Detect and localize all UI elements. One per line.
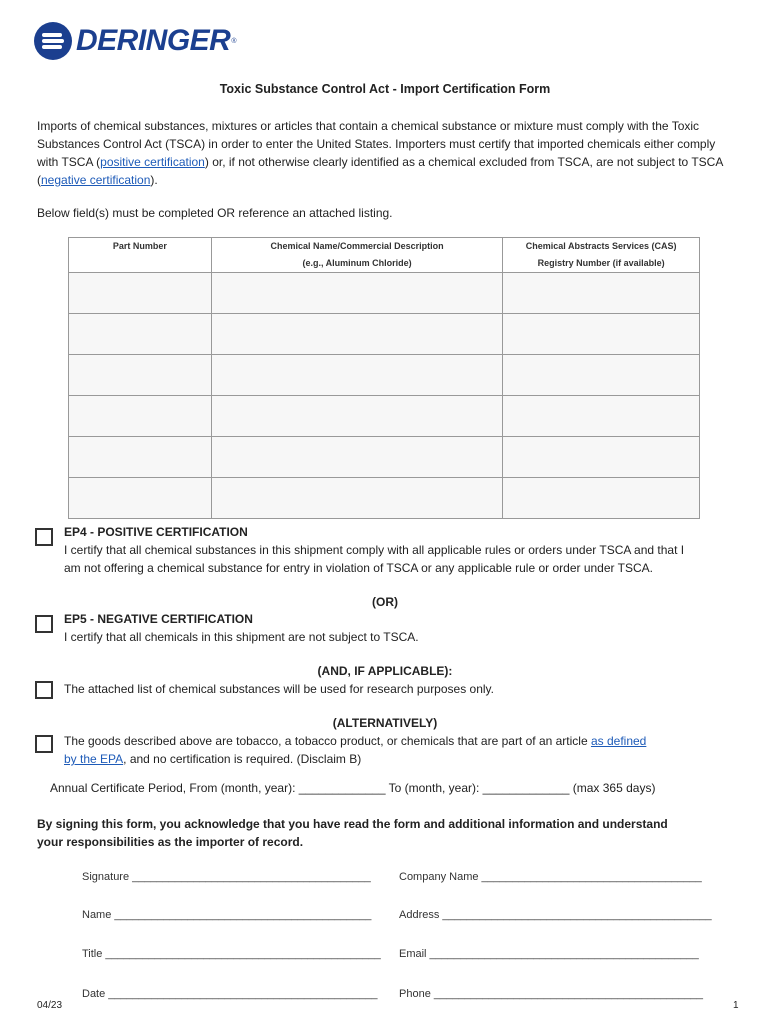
chemical-table <box>68 237 700 519</box>
or-label: (OR) <box>372 595 398 609</box>
address-field[interactable]: Address ____________________________________________ <box>399 909 712 921</box>
acknowledgement-text: By signing this form, you acknowledge that you have read the form and additional information and understand your responsibilities as the importer of record. <box>37 817 668 849</box>
fields-instruction: Below field(s) must be completed OR reference an attached listing. <box>37 206 393 220</box>
table-row <box>69 314 700 355</box>
header-part-number: Part Number <box>69 238 212 273</box>
logo-text: DERINGER <box>76 24 231 57</box>
part-number-cell[interactable] <box>69 355 212 396</box>
intro-text-1: Imports of chemical substances, mixtures or articles that contain a chemical substance or mixture must comply with the Toxic Substances Control Act (TSCA) in order to enter the United States. Importers must certify that imported chemicals either comply with TSCA ( <box>37 119 716 169</box>
cas-number-cell[interactable] <box>503 478 700 519</box>
cas-number-cell[interactable] <box>503 273 700 314</box>
part-number-cell[interactable] <box>69 396 212 437</box>
chemical-name-cell[interactable] <box>211 314 503 355</box>
table-row <box>69 437 700 478</box>
tobacco-text <box>64 732 704 768</box>
and-if-applicable-label: (AND, IF APPLICABLE): <box>317 664 453 678</box>
logo-mark-icon <box>34 22 72 60</box>
cas-number-cell[interactable] <box>503 437 700 478</box>
intro-paragraph <box>37 117 737 189</box>
chemical-name-cell[interactable] <box>211 437 503 478</box>
logo-registered: ® <box>231 37 237 45</box>
header-cas-number: Chemical Abstracts Services (CAS) Registry Number (if available) <box>503 238 700 273</box>
tobacco-text-1: The goods described above are tobacco, a tobacco product, or chemicals that are part of an article <box>64 734 591 748</box>
ep4-heading: EP4 - POSITIVE CERTIFICATION <box>64 525 248 539</box>
name-field[interactable]: Name __________________________________________ <box>82 909 372 921</box>
table-row <box>69 396 700 437</box>
part-number-cell[interactable] <box>69 314 212 355</box>
cas-number-cell[interactable] <box>503 355 700 396</box>
chemical-name-cell[interactable] <box>211 396 503 437</box>
ep4-text: I certify that all chemical substances in this shipment comply with all applicable rules or orders under TSCA and that I am not offering a chemical substance for entry in violation of TSCA or any applicable rule or order under TSCA. <box>64 543 685 575</box>
table-row <box>69 478 700 519</box>
part-number-cell[interactable] <box>69 437 212 478</box>
certificate-period[interactable]: Annual Certificate Period, From (month, year): _____________ To (month, year): _____________ (max 365 days) <box>50 781 656 795</box>
by-the-epa-link[interactable]: by the EPA <box>64 752 124 766</box>
phone-field[interactable]: Phone ____________________________________________ <box>399 988 704 1000</box>
alternatively-label: (ALTERNATIVELY) <box>332 716 438 730</box>
cas-number-cell[interactable] <box>503 314 700 355</box>
part-number-cell[interactable] <box>69 478 212 519</box>
negative-certification-link[interactable]: negative certification <box>41 173 151 187</box>
ep5-checkbox[interactable] <box>35 615 53 633</box>
form-title: Toxic Substance Control Act - Import Certification Form <box>219 82 551 96</box>
date-field[interactable]: Date ____________________________________________ <box>82 988 378 1000</box>
signature-field[interactable]: Signature _______________________________________ <box>82 871 371 883</box>
ep5-block <box>64 610 704 646</box>
ep4-checkbox[interactable] <box>35 528 53 546</box>
chemical-name-cell[interactable] <box>211 273 503 314</box>
intro-text-2: ) or, if not otherwise clearly identified as a chemical excluded from TSCA, are not subject to TSCA ( <box>37 155 723 187</box>
as-defined-link[interactable]: as defined <box>590 734 647 748</box>
part-number-cell[interactable] <box>69 273 212 314</box>
tobacco-text-2: , and no certification is required. (Disclaim B) <box>123 752 362 766</box>
email-field[interactable]: Email ____________________________________________ <box>399 948 699 960</box>
table-row <box>69 355 700 396</box>
form-version: 04/23 <box>37 1000 63 1011</box>
company-name-field[interactable]: Company Name ____________________________________ <box>399 871 702 883</box>
research-text: The attached list of chemical substances will be used for research purposes only. <box>64 682 494 696</box>
intro-text-3: ). <box>150 173 158 187</box>
cas-number-cell[interactable] <box>503 396 700 437</box>
title-field[interactable]: Title _____________________________________________ <box>82 948 381 960</box>
research-checkbox[interactable] <box>35 681 53 699</box>
positive-certification-link[interactable]: positive certification <box>100 155 205 169</box>
table-row <box>69 273 700 314</box>
header-chemical-name: Chemical Name/Commercial Description (e.g., Aluminum Chloride) <box>211 238 503 273</box>
chemical-name-cell[interactable] <box>211 478 503 519</box>
chemical-name-cell[interactable] <box>211 355 503 396</box>
page-number: 1 <box>733 1000 739 1011</box>
ep5-text: I certify that all chemicals in this shipment are not subject to TSCA. <box>64 630 419 644</box>
ep4-block <box>64 523 704 577</box>
tobacco-checkbox[interactable] <box>35 735 53 753</box>
deringer-logo <box>34 22 237 60</box>
ep5-heading: EP5 - NEGATIVE CERTIFICATION <box>64 612 253 626</box>
